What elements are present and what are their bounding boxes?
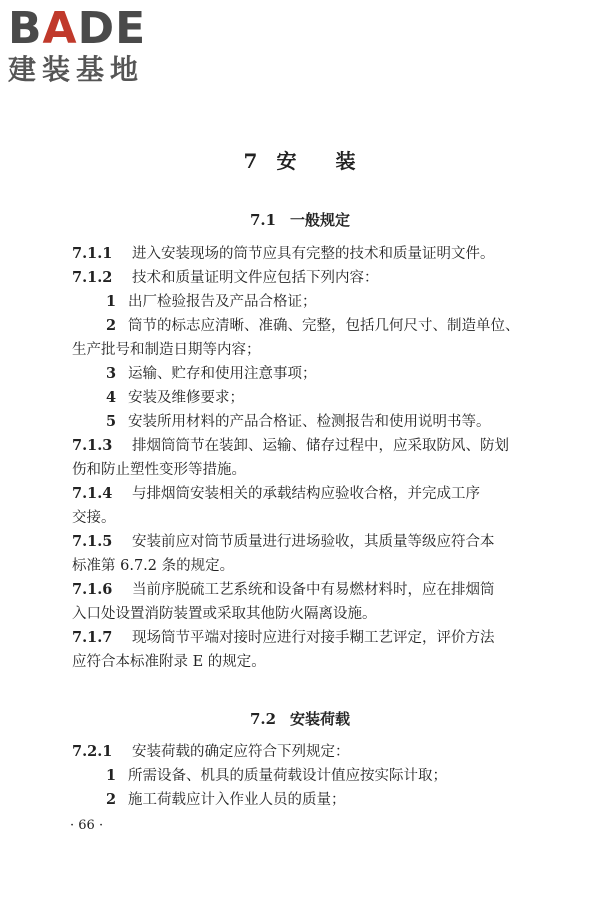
clause: 7.2.1 安装荷载的确定应符合下列规定： <box>72 743 350 760</box>
list-item-continuation: 生产批号和制造日期等内容； <box>72 342 261 358</box>
section-7-1-body <box>72 242 544 674</box>
clause-continuation: 交接。 <box>72 510 116 526</box>
logo <box>8 4 146 86</box>
clause-continuation: 标准第 6.7.2 条的规定。 <box>72 558 235 574</box>
clause: 7.1.6 当前序脱硫工艺系统和设备中有易燃材料时，应在排烟筒 <box>72 581 495 598</box>
clause-continuation: 伤和防止塑性变形等措施。 <box>72 462 246 478</box>
list-item: 1 所需设备、机具的质量荷载设计值应按实际计取； <box>106 767 447 784</box>
clause-continuation: 入口处设置消防装置或采取其他防火隔离设施。 <box>72 606 377 622</box>
logo-chinese: 建装基地 <box>8 53 145 86</box>
clause-continuation: 应符合本标准附录 E 的规定。 <box>72 654 266 670</box>
clause: 7.1.1 进入安装现场的筒节应具有完整的技术和质量证明文件。 <box>72 245 495 262</box>
page-number: · 66 · <box>70 818 104 833</box>
clause: 7.1.5 安装前应对筒节质量进行进场验收，其质量等级应符合本 <box>72 533 495 550</box>
clause: 7.1.3 排烟筒筒节在装卸、运输、储存过程中，应采取防风、防划 <box>72 437 509 454</box>
list-item: 2 施工荷载应计入作业人员的质量； <box>106 791 346 808</box>
clause: 7.1.7 现场筒节平端对接时应进行对接手糊工艺评定，评价方法 <box>72 629 495 646</box>
logo-wordmark: BADE <box>8 3 147 54</box>
list-item: 1 出厂检验报告及产品合格证； <box>106 293 317 310</box>
section-heading: 7.2 安装荷载 <box>249 710 351 728</box>
list-item: 3 运输、贮存和使用注意事项； <box>106 365 317 382</box>
chapter-title: 7 安 装 <box>243 149 357 173</box>
section-heading: 7.1 一般规定 <box>249 211 351 229</box>
clause: 7.1.4 与排烟筒安装相关的承载结构应验收合格，并完成工序 <box>72 485 480 502</box>
clause: 7.1.2 技术和质量证明文件应包括下列内容： <box>72 269 379 286</box>
list-item: 5 安装所用材料的产品合格证、检测报告和使用说明书等。 <box>106 413 491 430</box>
list-item: 2 筒节的标志应清晰、准确、完整，包括几何尺寸、制造单位、 <box>106 317 520 334</box>
list-item: 4 安装及维修要求； <box>106 389 244 406</box>
section-7-2-body <box>72 740 544 812</box>
